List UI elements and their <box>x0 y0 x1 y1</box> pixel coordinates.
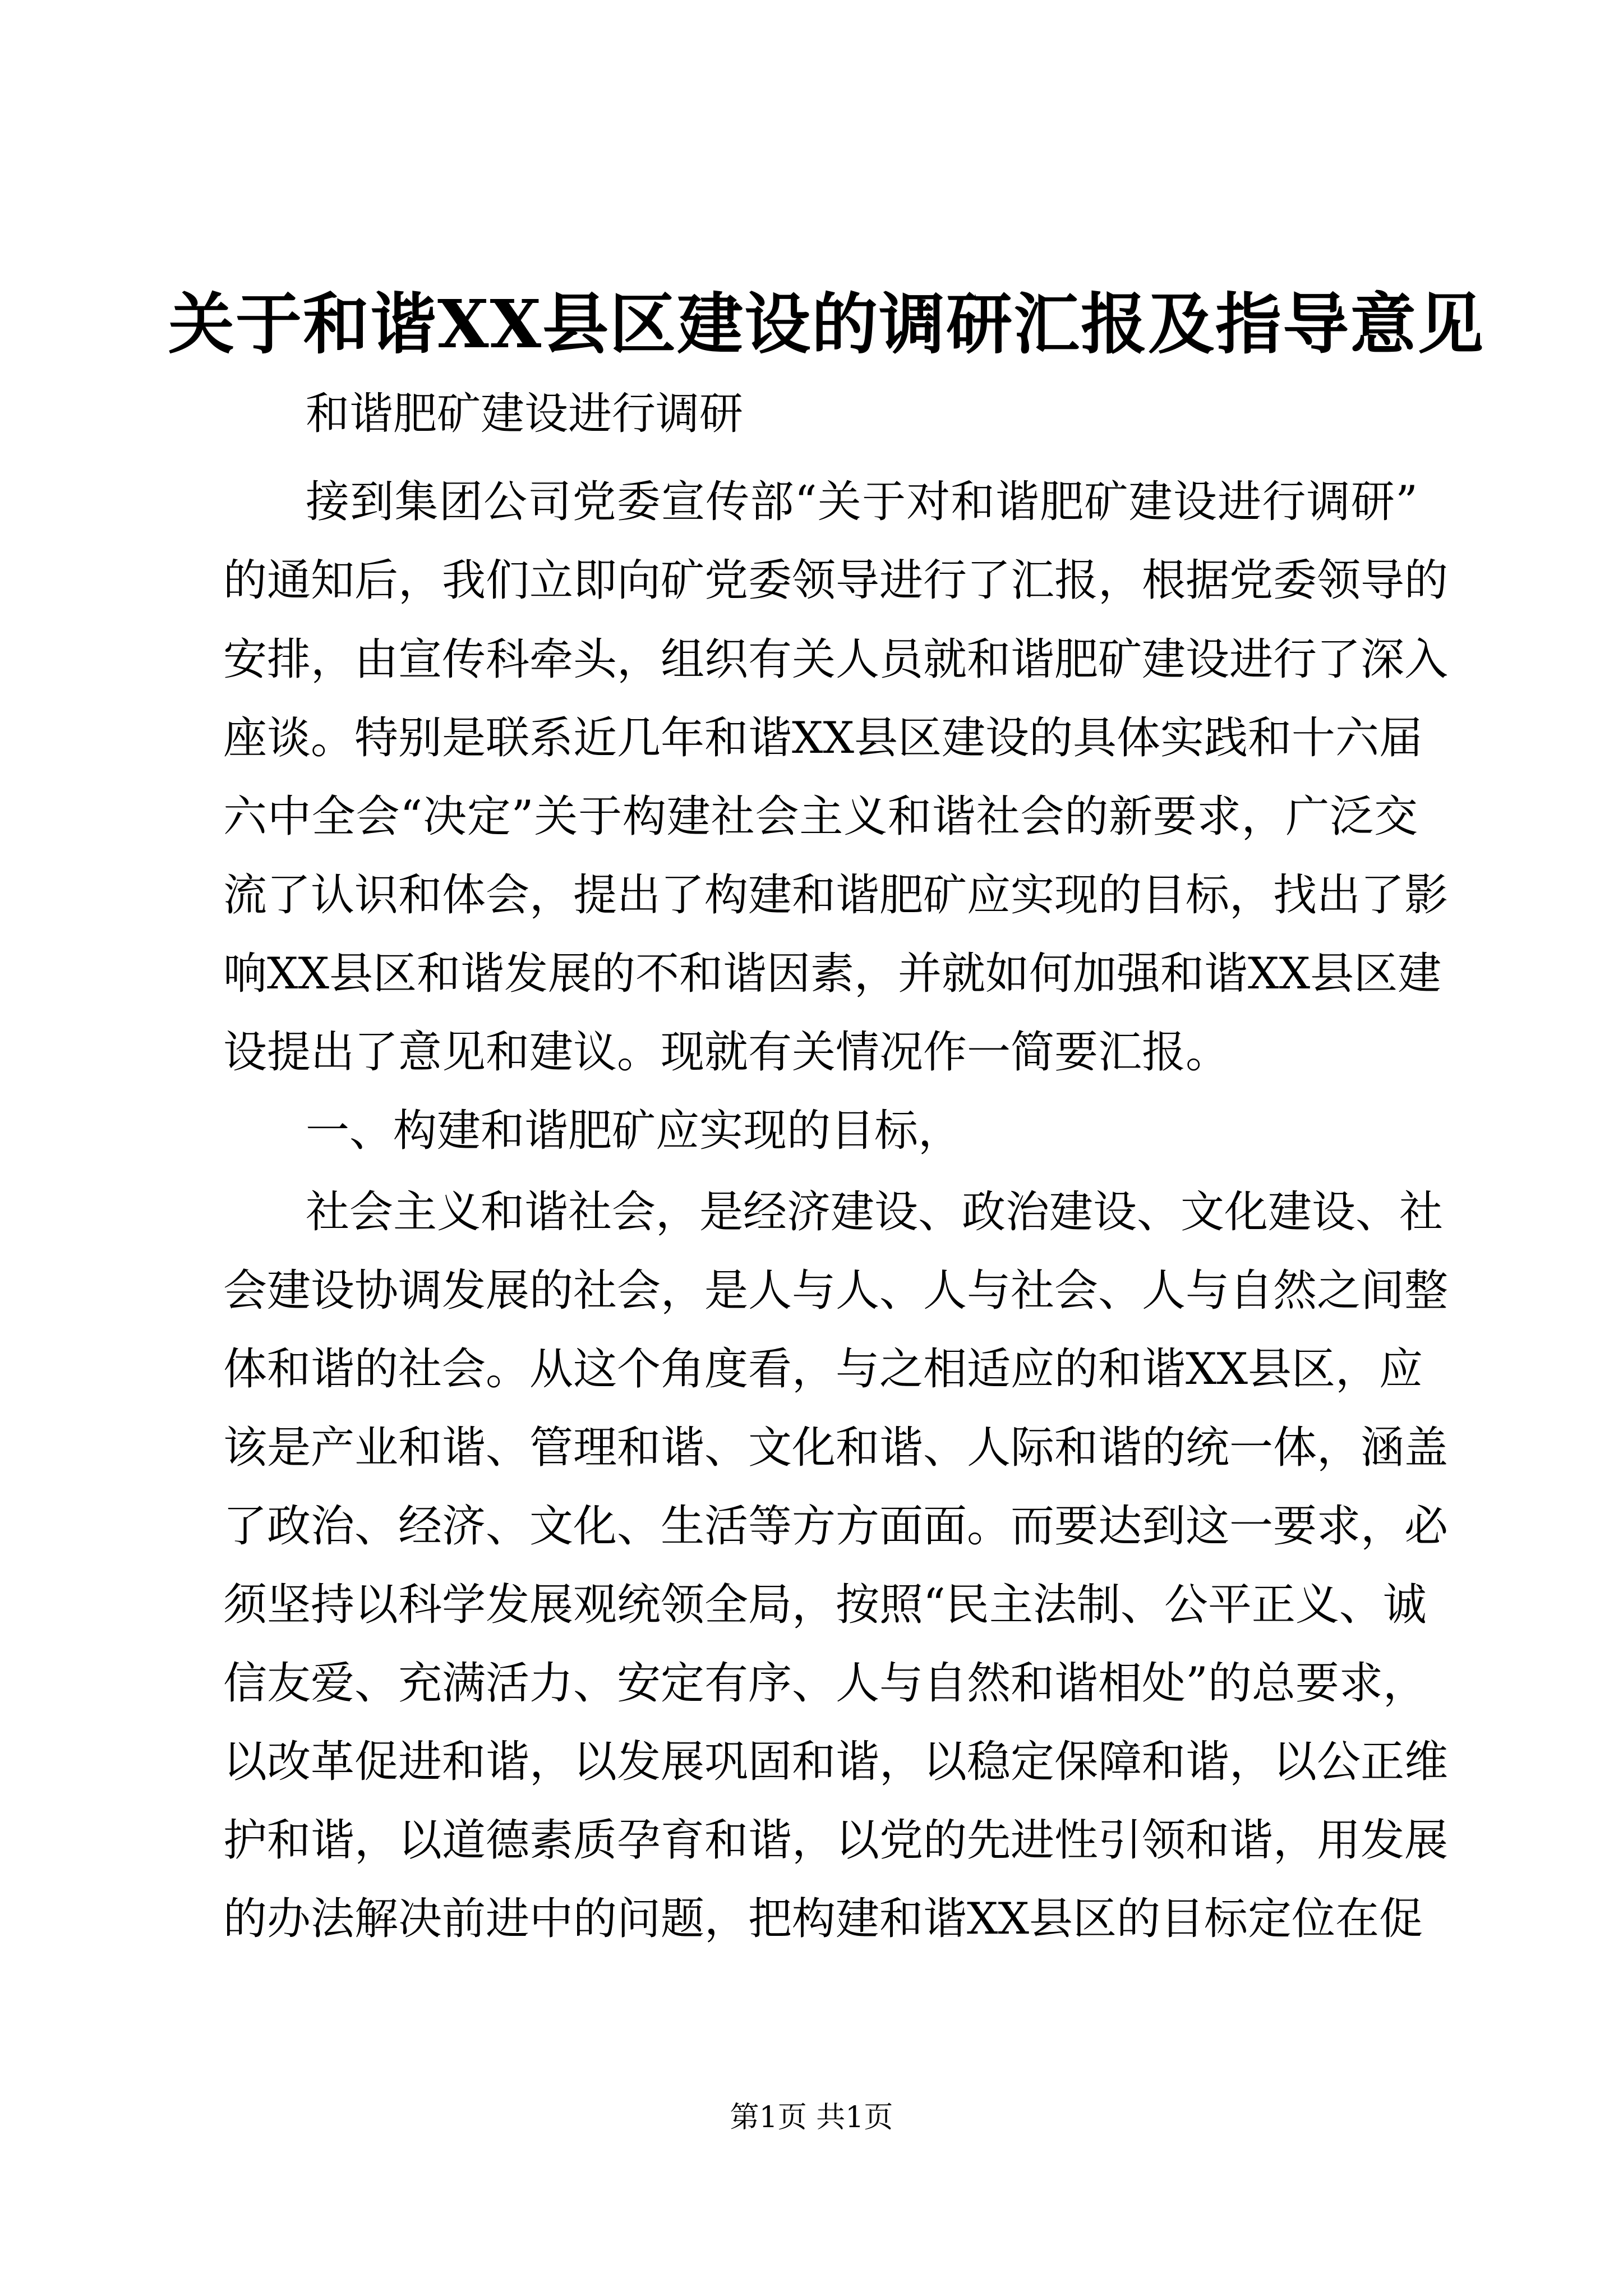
text-line: 护和谐，以道德素质孕育和谐，以党的先进性引领和谐，用发展 <box>223 1815 1449 1866</box>
text-line: 会建设协调发展的社会，是人与人、人与社会、人与自然之间整 <box>223 1266 1449 1316</box>
text-line: 了政治、经济、文化、生活等方方面面。而要达到这一要求，必 <box>223 1501 1449 1552</box>
text-line: 的办法解决前进中的问题，把构建和谐XX县区的目标定位在促 <box>223 1894 1423 1944</box>
text-line: 响XX县区和谐发展的不和谐因素，并就如何加强和谐XX县区建 <box>223 949 1442 999</box>
text-line: 设提出了意见和建议。现就有关情况作一简要汇报。 <box>223 1027 1230 1078</box>
text-line: 信友爱、充满活力、安定有序、人与自然和谐相处”的总要求， <box>223 1658 1427 1709</box>
page-footer: 第1页 共1页 <box>730 2101 893 2134</box>
text-line: 须坚持以科学发展观统领全局，按照“民主法制、公平正义、诚 <box>223 1580 1427 1630</box>
text-line: 流了认识和体会，提出了构建和谐肥矿应实现的目标，找出了影 <box>223 870 1449 921</box>
text-line: 六中全会“决定”关于构建社会主义和谐社会的新要求，广泛交 <box>223 792 1418 842</box>
text-line: 以改革促进和谐，以发展巩固和谐，以稳定保障和谐，以公正维 <box>223 1737 1449 1787</box>
text-line: 该是产业和谐、管理和谐、文化和谐、人际和谐的统一体，涵盖 <box>223 1423 1449 1473</box>
text-line: 接到集团公司党委宣传部“关于对和谐肥矿建设进行调研” <box>306 477 1418 527</box>
text-line: 座谈。特别是联系近几年和谐XX县区建设的具体实践和十六届 <box>223 713 1423 763</box>
document-title: 关于和谐XX县区建设的调研汇报及指导意见 <box>168 285 1485 363</box>
text-line: 社会主义和谐社会，是经济建设、政治建设、文化建设、社 <box>306 1187 1444 1237</box>
text-line: 和谐肥矿建设进行调研 <box>306 389 744 439</box>
text-line: 安排，由宣传科牵头，组织有关人员就和谐肥矿建设进行了深入 <box>223 634 1449 685</box>
text-line: 体和谐的社会。从这个角度看，与之相适应的和谐XX县区，应 <box>223 1344 1423 1395</box>
text-line: 的通知后，我们立即向矿党委领导进行了汇报，根据党委领导的 <box>223 555 1449 606</box>
section-heading: 一、构建和谐肥矿应实现的目标， <box>306 1106 962 1156</box>
